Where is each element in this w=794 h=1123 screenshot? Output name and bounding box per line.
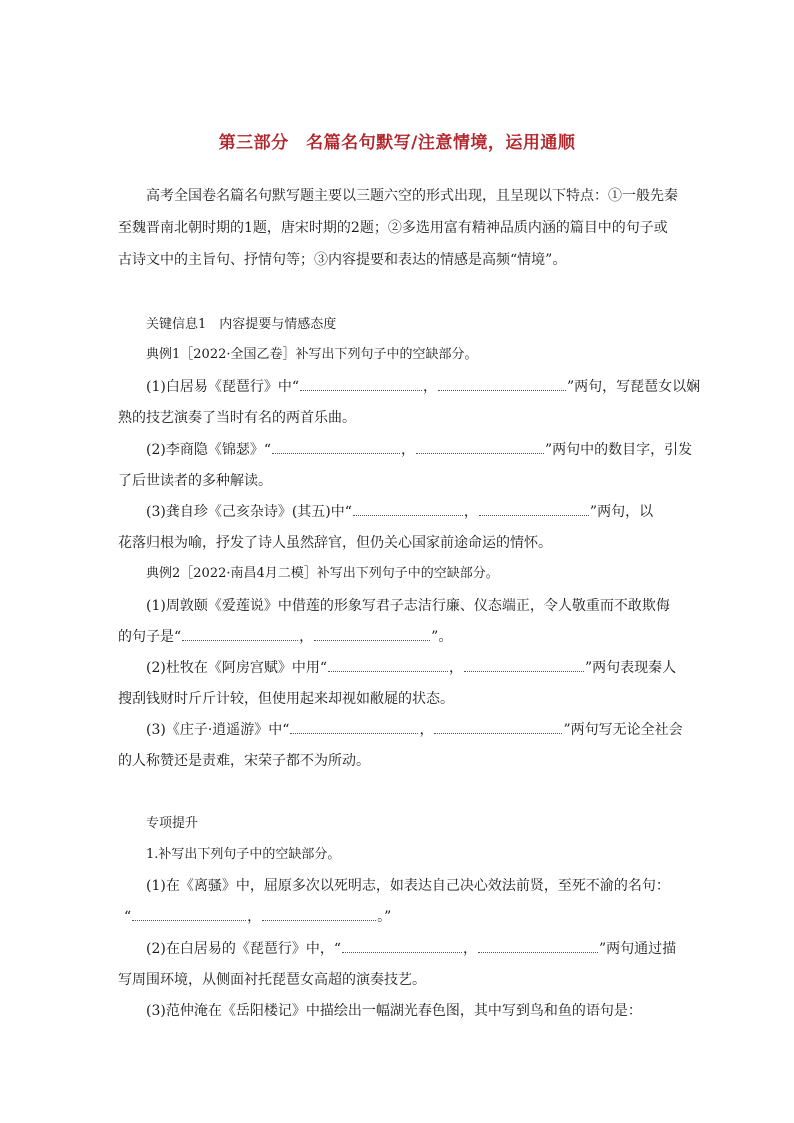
answer-blank[interactable] bbox=[416, 440, 544, 454]
question-suffix: ”两句，写琵琶女以娴 bbox=[567, 379, 701, 395]
special-question-2-cont: 写周围环境，从侧面衬托琵琶女高超的演奏技艺。 bbox=[118, 972, 426, 988]
answer-blank[interactable] bbox=[478, 939, 598, 953]
question-suffix: ”两句表现秦人 bbox=[585, 660, 677, 676]
answer-blank[interactable] bbox=[182, 627, 298, 641]
example1-question-1 bbox=[146, 377, 700, 397]
intro-line-2: 至魏晋南北朝时期的1题，唐宋时期的2题；②多选用富有精神品质内涵的篇目中的句子或 bbox=[118, 220, 668, 236]
question-suffix: ”两句通过描 bbox=[599, 941, 677, 957]
question-prefix: (3)龚自珍《己亥杂诗》(其五)中“ bbox=[146, 504, 352, 520]
question-prefix: (2)李商隐《锦瑟》“ bbox=[146, 442, 271, 458]
example2-question-2-cont: 搜刮钱财时斤斤计较，但使用起来却视如敝屣的状态。 bbox=[118, 691, 454, 707]
answer-blank[interactable] bbox=[464, 658, 584, 672]
special-heading: 专项提升 bbox=[146, 816, 199, 831]
example2-question-3-cont: 的人称赞还是责难，宋荣子都不为所动。 bbox=[118, 753, 370, 769]
intro-line-1: 高考全国卷名篇名句默写题主要以三题六空的形式出现，且呈现以下特点：①一般先秦 bbox=[146, 188, 678, 204]
intro-line-3: 古诗文中的主旨句、抒情句等；③内容提要和表达的情感是高频“情境”。 bbox=[118, 252, 567, 268]
example2-question-1: (1)周敦颐《爱莲说》中借莲的形象写君子志洁行廉、仪态端正，令人敬重而不敢欺侮 bbox=[146, 598, 670, 614]
answer-blank[interactable] bbox=[434, 720, 562, 734]
blank-separator: ， bbox=[419, 722, 434, 738]
example2-question-3 bbox=[146, 720, 683, 740]
example1-question-2 bbox=[146, 440, 692, 460]
answer-blank[interactable] bbox=[262, 907, 376, 921]
question-prefix: (1)白居易《琵琶行》中“ bbox=[146, 379, 299, 395]
special-item-1: 1.补写出下列句子中的空缺部分。 bbox=[146, 847, 341, 862]
example1-heading: 典例1［2022·全国乙卷］补写出下列句子中的空缺部分。 bbox=[146, 347, 478, 362]
blank-separator: ， bbox=[401, 442, 415, 458]
question-prefix: 的句子是“ bbox=[118, 629, 182, 645]
special-question-1-cont bbox=[124, 907, 391, 927]
special-question-1: (1)在《离骚》中，屈原多次以死明志，如表达自己决心效法前贤，至死不渝的名句： bbox=[146, 878, 670, 894]
answer-blank[interactable] bbox=[314, 627, 430, 641]
question-prefix: “ bbox=[124, 909, 132, 925]
answer-blank[interactable] bbox=[300, 377, 422, 391]
question-prefix: (2)杜牧在《阿房宫赋》中用“ bbox=[146, 660, 327, 676]
example2-heading: 典例2［2022·南昌4月二模］补写出下列句子中的空缺部分。 bbox=[146, 566, 499, 581]
example1-question-2-cont: 了后世读者的多种解读。 bbox=[118, 473, 272, 489]
answer-blank[interactable] bbox=[328, 658, 448, 672]
question-prefix: (2)在白居易的《琵琶行》中，“ bbox=[146, 941, 341, 957]
example2-question-1-cont bbox=[118, 627, 452, 647]
answer-blank[interactable] bbox=[132, 907, 246, 921]
question-suffix: ”两句写无论全社会 bbox=[563, 722, 683, 738]
question-suffix: ”两句中的数目字，引发 bbox=[545, 442, 693, 458]
answer-blank[interactable] bbox=[438, 377, 566, 391]
question-suffix: 。” bbox=[377, 909, 392, 925]
blank-separator: ， bbox=[423, 379, 437, 395]
blank-separator: ， bbox=[247, 909, 262, 925]
answer-blank[interactable] bbox=[353, 502, 463, 516]
example1-question-1-cont: 熟的技艺演奏了当时有名的两首乐曲。 bbox=[118, 410, 356, 426]
answer-blank[interactable] bbox=[479, 502, 589, 516]
key-info-heading: 关键信息1 内容提要与情感态度 bbox=[146, 317, 337, 332]
answer-blank[interactable] bbox=[342, 939, 462, 953]
page-title: 第三部分 名篇名句默写/注意情境，运用通顺 bbox=[218, 133, 576, 153]
example1-question-3-cont: 花落归根为喻，抒发了诗人虽然辞官，但仍关心国家前途命运的情怀。 bbox=[118, 535, 552, 551]
blank-separator: ， bbox=[463, 941, 477, 957]
answer-blank[interactable] bbox=[272, 440, 400, 454]
question-suffix: ”。 bbox=[431, 629, 453, 645]
question-prefix: (3)《庄子·逍遥游》中“ bbox=[146, 722, 290, 738]
blank-separator: ， bbox=[299, 629, 314, 645]
answer-blank[interactable] bbox=[290, 720, 418, 734]
special-question-3: (3)范仲淹在《岳阳楼记》中描绘出一幅湖光春色图，其中写到鸟和鱼的语句是： bbox=[146, 1003, 642, 1019]
blank-separator: ， bbox=[449, 660, 463, 676]
question-suffix: ”两句，以 bbox=[589, 504, 654, 520]
special-question-2 bbox=[146, 939, 676, 959]
example1-question-3 bbox=[146, 502, 653, 522]
example2-question-2 bbox=[146, 658, 676, 678]
blank-separator: ， bbox=[463, 504, 478, 520]
